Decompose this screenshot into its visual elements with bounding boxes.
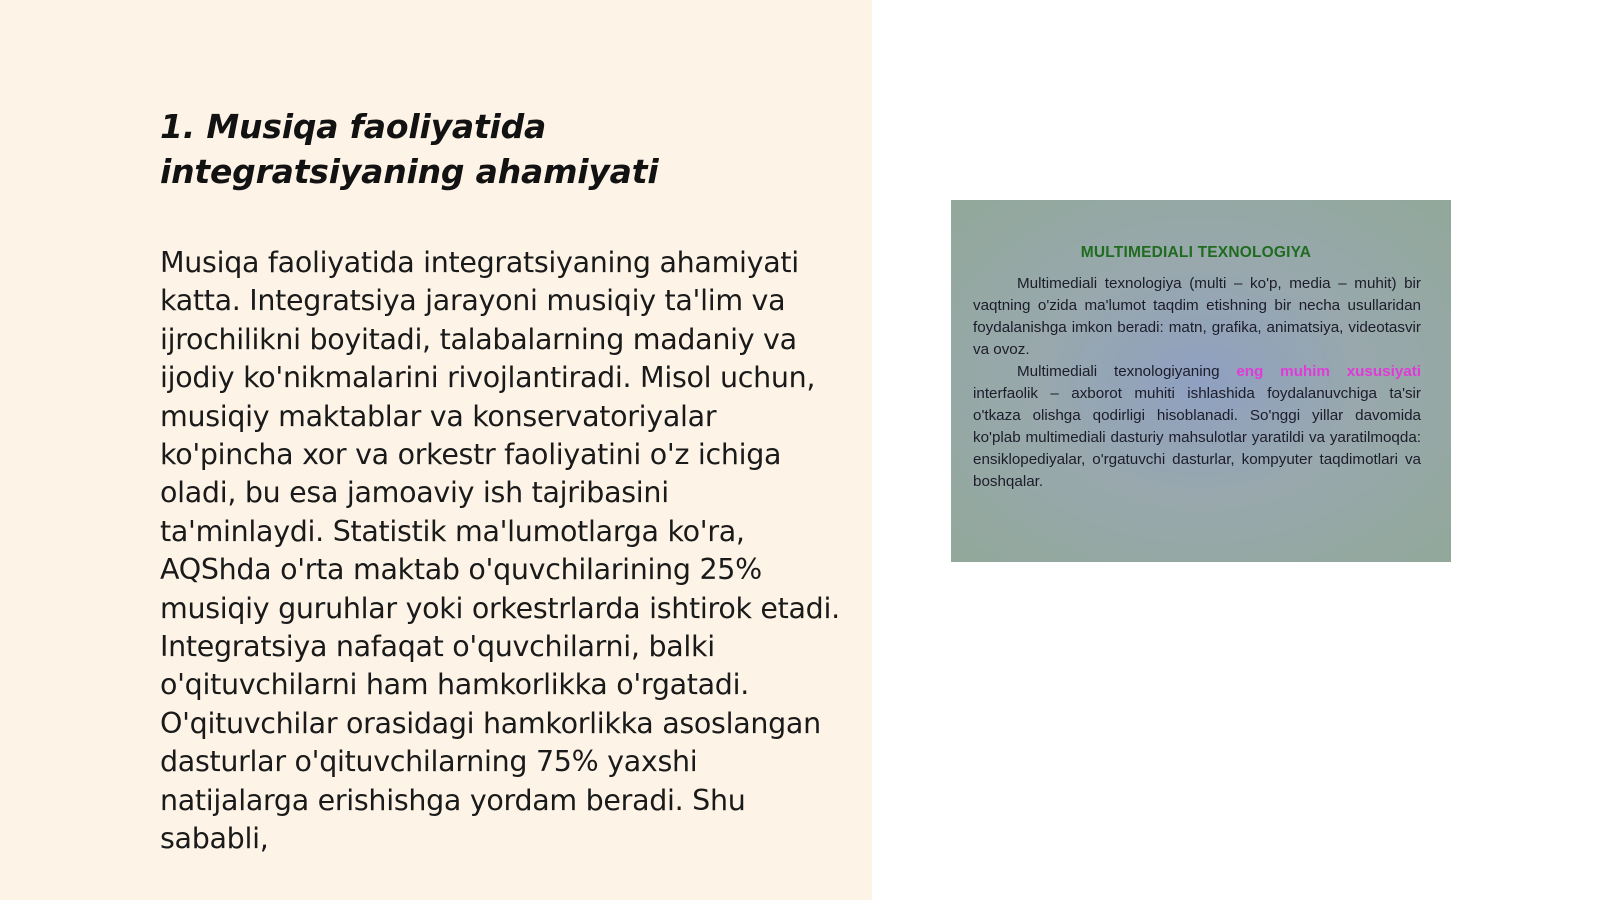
figure-paragraph-2-end: interfaolik – axborot muhiti ishlashida foydalanuvchiga ta'sir o'tkaza olishga qodirligi hisoblanadi. So'nggi yillar davomida ko'plab multimediali dasturiy mahsulotlar yaratildi va yaratilmoqda: ensiklopediyalar, o'rgatuvchi dasturlar, kompyuter taqdimotlari va boshqalar.: [973, 385, 1421, 490]
figure-highlight-text: eng muhim xususiyati: [1236, 363, 1421, 380]
figure-title: MULTIMEDIALI TEXNOLOGIYA: [1080, 244, 1312, 261]
figure-paragraph-2: [973, 361, 1421, 493]
slide-body-text: Musiqa faoliyatida integratsiyaning ahamiyati katta. Integratsiya jarayoni musiqiy ta'lim va ijrochilikni boyitadi, talabalarning madaniy va ijodiy ko'nikmalarini rivojlantiradi. Misol uchun, musiqiy maktablar va konservatoriyalar ko'pincha xor va orkestr faoliyatini o'z ichiga oladi, bu esa jamoaviy ish tajribasini ta'minlaydi. Statistik ma'lumotlarga ko'ra, AQShda o'rta maktab o'quvchilarining 25% musiqiy guruhlar yoki orkestrlarda ishtirok etadi. Integratsiya nafaqat o'quvchilarni, balki o'qituvchilarni ham hamkorlikka o'rgatadi. O'qituvchilar orasidagi hamkorlikka asoslangan dasturlar o'qituvchilarning 75% yaxshi natijalarga erishishga yordam beradi. Shu sababli,: [160, 246, 840, 856]
multimedia-text-image: [951, 200, 1451, 562]
figure-paragraph-1: Multimediali texnologiya (multi – ko'p, media – muhit) bir vaqtning o'zida ma'lumot taqdim etishning bir necha usullaridan foydalanishga imkon beradi: matn, grafika, animatsiya, videotasvir va ovoz.: [973, 275, 1421, 358]
figure-paragraph-2-start: Multimediali texnologiyaning: [1017, 363, 1237, 380]
figure-body: [973, 273, 1421, 493]
slide-title: 1. Musiqa faoliyatida integratsiyaning ahamiyati: [160, 107, 659, 191]
